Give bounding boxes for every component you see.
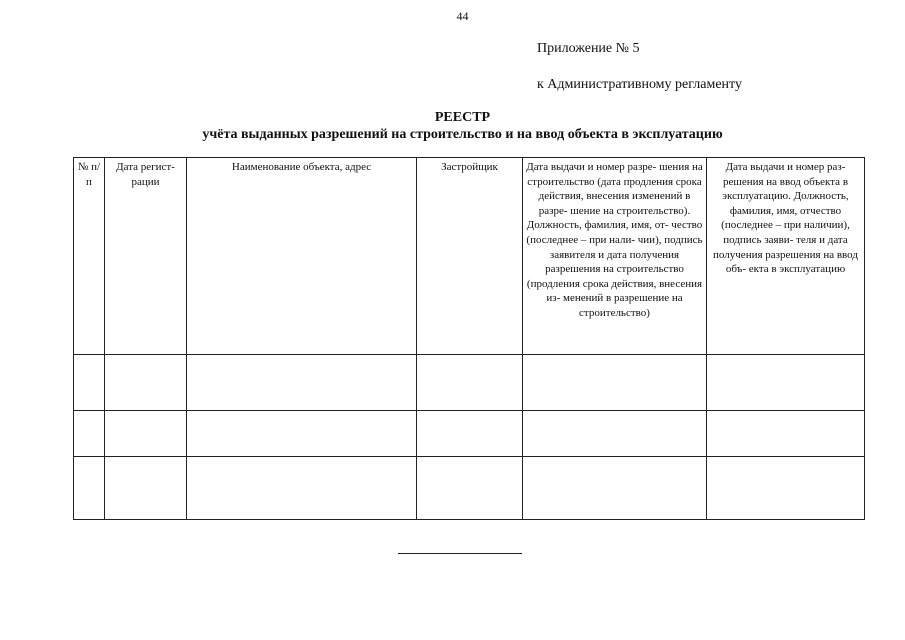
table-cell: [74, 411, 105, 457]
table-cell: [707, 355, 865, 411]
table-row: [74, 411, 865, 457]
column-header-number: № п/п: [74, 158, 105, 355]
registry-table: [73, 157, 865, 520]
table-cell: [187, 411, 417, 457]
page-number: 44: [456, 9, 469, 23]
appendix-title: Приложение № 5: [537, 41, 640, 56]
table-cell: [417, 411, 523, 457]
registry-title: РЕЕСТР: [434, 110, 491, 125]
table-cell: [417, 457, 523, 520]
table-cell: [523, 457, 707, 520]
table-row: [74, 355, 865, 411]
column-header-developer: Застройщик: [417, 158, 523, 355]
appendix-subtitle: к Административному регламенту: [537, 77, 742, 92]
table-header-row: [74, 158, 865, 355]
column-header-commissioning-permit: Дата выдачи и номер раз- решения на ввод объекта в эксплуатацию. Должность, фамилия, имя, отчество (последнее – при наличии), подпись заяви- теля и дата получения разрешения на ввод объ- екта в эксплуатацию: [707, 158, 865, 355]
registry-subtitle: учёта выданных разрешений на строительство и на ввод объекта в эксплуатацию: [202, 127, 723, 142]
table-cell: [417, 355, 523, 411]
table-cell: [74, 355, 105, 411]
table-row: [74, 457, 865, 520]
table-cell: [105, 355, 187, 411]
footer-divider: [398, 553, 522, 554]
column-header-construction-permit: Дата выдачи и номер разре- шения на строительство (дата продления срока действия, внесения изменений в разре- шение на строительство). Должность, фамилия, имя, от- чество (последнее – при нали- чии), подпись заявителя и дата получения разрешения на строительство (продления срока действия, внесения из- менений в разрешение на строительство): [523, 158, 707, 355]
column-header-registration-date: Дата регист- рации: [105, 158, 187, 355]
table-cell: [707, 411, 865, 457]
table-cell: [74, 457, 105, 520]
table-cell: [187, 457, 417, 520]
table-cell: [105, 411, 187, 457]
table-cell: [523, 411, 707, 457]
table-cell: [187, 355, 417, 411]
table-cell: [523, 355, 707, 411]
table-cell: [707, 457, 865, 520]
table-cell: [105, 457, 187, 520]
column-header-object-name-address: Наименование объекта, адрес: [187, 158, 417, 355]
